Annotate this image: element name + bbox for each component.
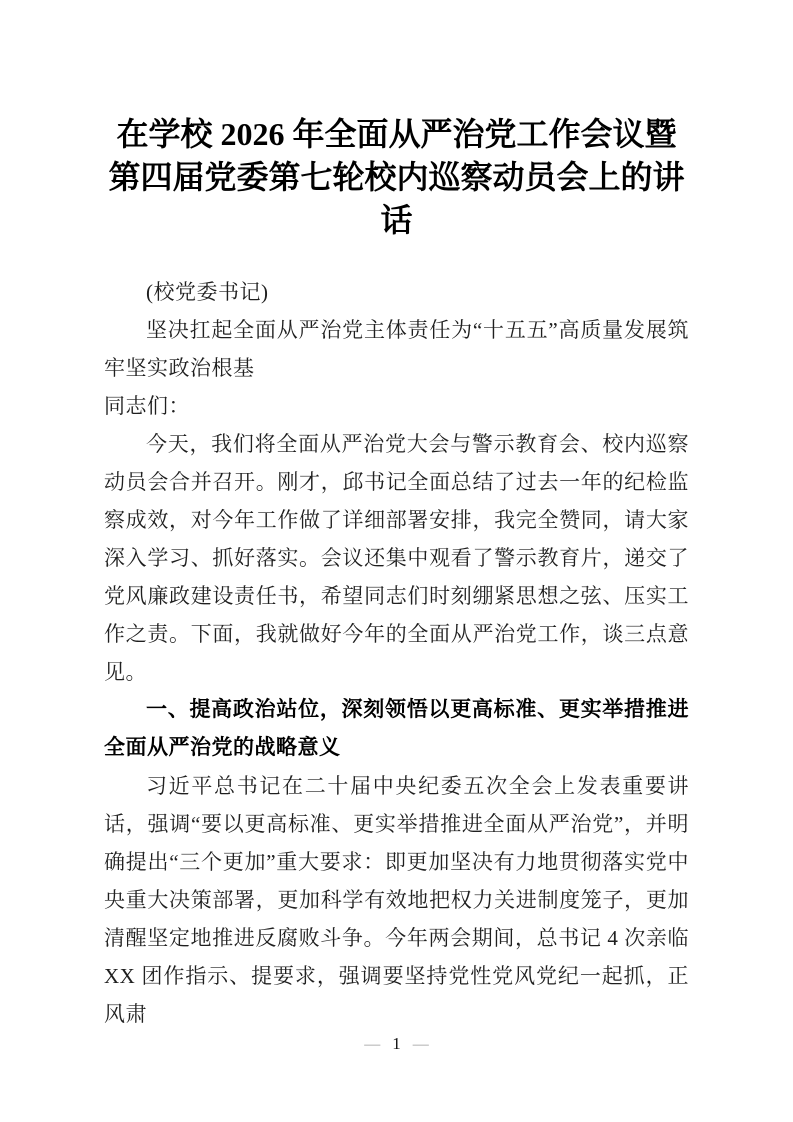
page-number: 1	[392, 1034, 401, 1053]
section-1-paragraph: 习近平总书记在二十届中央纪委五次全会上发表重要讲话，强调“要以更高标准、更实举措推进全面从严治党”，并明确提出“三个更加”重大要求：即更加坚决有力地贯彻落实党中央重大决策部署，更加科学有效地把权力关进制度笼子，更加清醒坚定地推进反腐败斗争。今年两会期间，总书记 4 次亲临 XX 团作指示、提要求，强调要坚持党性党风党纪一起抓，正风肃	[104, 774, 689, 1026]
salutation: 同志们：	[104, 394, 190, 418]
footer-dash-left: —	[364, 1036, 381, 1053]
section-heading-1: 一、提高政治站位，深刻领悟以更高标准、更实举措推进全面从严治党的战略意义	[104, 698, 689, 759]
document-title: 在学校 2026 年全面从严治党工作会议暨第四届党委第七轮校内巡察动员会上的讲话	[108, 116, 685, 238]
page-footer	[0, 1033, 793, 1056]
intro-paragraph: 今天，我们将全面从严治党大会与警示教育会、校内巡察动员会合并召开。刚才，邱书记全面总结了过去一年的纪检监察成效，对今年工作做了详细部署安排，我完全赞同，请大家深入学习、抓好落实。会议还集中观看了警示教育片，递交了党风廉政建设责任书，希望同志们时刻绷紧思想之弦、压实工作之责。下面，我就做好今年的全面从严治党工作，谈三点意见。	[104, 432, 689, 684]
footer-dash-right: —	[412, 1036, 429, 1053]
byline-speaker: (校党委书记)	[146, 280, 269, 304]
lead-paragraph: 坚决扛起全面从严治党主体责任为“十五五”高质量发展筑牢坚实政治根基	[104, 318, 689, 380]
document-page	[104, 0, 689, 1033]
